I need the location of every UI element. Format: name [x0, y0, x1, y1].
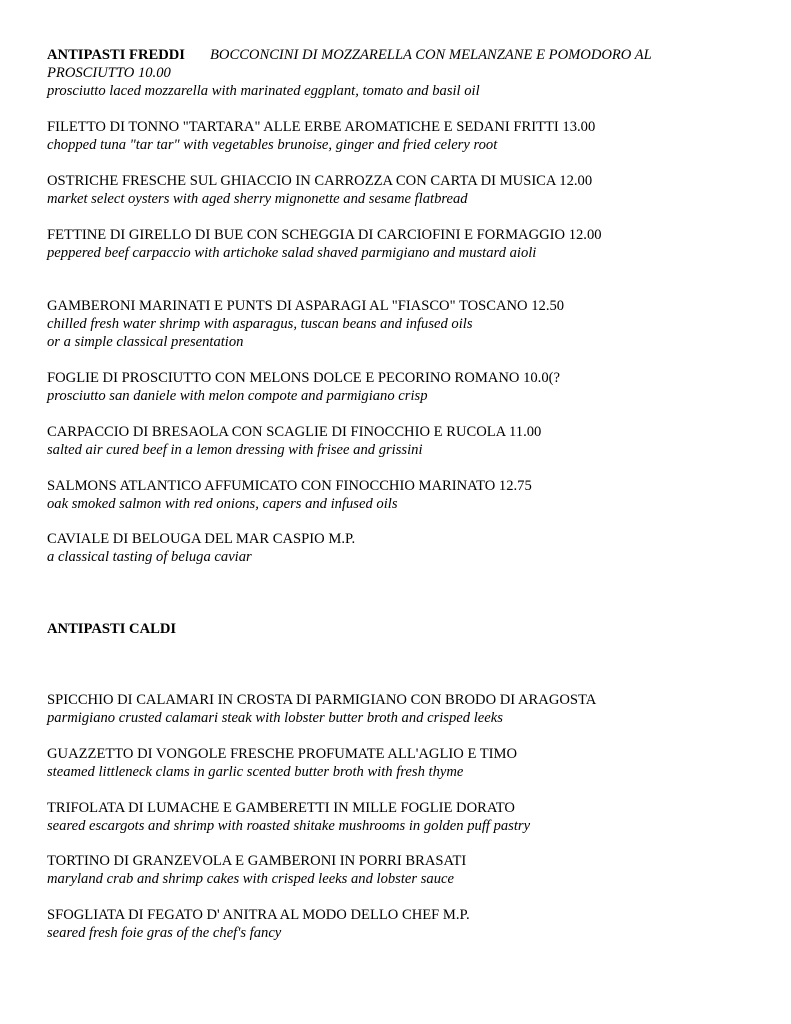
menu-item-description: prosciutto san daniele with melon compote and parmigiano crisp — [47, 388, 428, 404]
menu-item-name: CAVIALE DI BELOUGA DEL MAR CASPIO M.P. — [47, 531, 356, 547]
menu-item-mozzarella-name-line1 — [47, 47, 652, 64]
menu-item-name-continued: PROSCIUTTO 10.00 — [47, 65, 171, 81]
section-heading-antipasti-caldi: ANTIPASTI CALDI — [47, 621, 177, 637]
menu-item-description: a classical tasting of beluga caviar — [47, 549, 252, 565]
menu-item-description: seared fresh foie gras of the chef's fancy — [47, 925, 282, 941]
menu-item-description-alt: or a simple classical presentation — [47, 334, 244, 350]
menu-item-name: SPICCHIO DI CALAMARI IN CROSTA DI PARMIGIANO CON BRODO DI ARAGOSTA — [47, 692, 597, 708]
menu-item-description: chopped tuna "tar tar" with vegetables brunoise, ginger and fried celery root — [47, 137, 498, 153]
menu-item-description: prosciutto laced mozzarella with marinated eggplant, tomato and basil oil — [47, 83, 480, 99]
menu-item-description: market select oysters with aged sherry mignonette and sesame flatbread — [47, 191, 468, 207]
menu-item-description: steamed littleneck clams in garlic scented butter broth with fresh thyme — [47, 764, 464, 780]
menu-item-description: oak smoked salmon with red onions, capers and infused oils — [47, 496, 398, 512]
menu-item-name: OSTRICHE FRESCHE SUL GHIACCIO IN CARROZZA CON CARTA DI MUSICA 12.00 — [47, 173, 593, 189]
menu-item-description: peppered beef carpaccio with artichoke salad shaved parmigiano and mustard aioli — [47, 245, 537, 261]
menu-item-name: TRIFOLATA DI LUMACHE E GAMBERETTI IN MILLE FOGLIE DORATO — [47, 800, 515, 816]
menu-item-name: GAMBERONI MARINATI E PUNTS DI ASPARAGI AL "FIASCO" TOSCANO 12.50 — [47, 298, 565, 314]
menu-item-name: FETTINE DI GIRELLO DI BUE CON SCHEGGIA DI CARCIOFINI E FORMAGGIO 12.00 — [47, 227, 602, 243]
menu-item-name: SFOGLIATA DI FEGATO D' ANITRA AL MODO DELLO CHEF M.P. — [47, 907, 470, 923]
menu-item-name: CARPACCIO DI BRESAOLA CON SCAGLIE DI FINOCCHIO E RUCOLA 11.00 — [47, 424, 542, 440]
menu-item-description: chilled fresh water shrimp with asparagus, tuscan beans and infused oils — [47, 316, 473, 332]
menu-item-name: FOGLIE DI PROSCIUTTO CON MELONS DOLCE E PECORINO ROMANO 10.0(? — [47, 370, 560, 386]
section-heading-antipasti-freddi: ANTIPASTI FREDDI — [47, 47, 185, 63]
menu-item-name: FILETTO DI TONNO "TARTARA" ALLE ERBE AROMATICHE E SEDANI FRITTI 13.00 — [47, 119, 596, 135]
menu-item-description: maryland crab and shrimp cakes with crisped leeks and lobster sauce — [47, 871, 454, 887]
menu-item-name: SALMONS ATLANTICO AFFUMICATO CON FINOCCHIO MARINATO 12.75 — [47, 478, 532, 494]
menu-item-name: GUAZZETTO DI VONGOLE FRESCHE PROFUMATE ALL'AGLIO E TIMO — [47, 746, 518, 762]
menu-item-description: seared escargots and shrimp with roasted shitake mushrooms in golden puff pastry — [47, 818, 531, 834]
menu-item-name: BOCCONCINI DI MOZZARELLA CON MELANZANE E POMODORO AL — [210, 47, 652, 63]
menu-item-description: parmigiano crusted calamari steak with lobster butter broth and crisped leeks — [47, 710, 503, 726]
menu-item-name: TORTINO DI GRANZEVOLA E GAMBERONI IN PORRI BRASATI — [47, 853, 467, 869]
menu-item-description: salted air cured beef in a lemon dressing with frisee and grissini — [47, 442, 423, 458]
